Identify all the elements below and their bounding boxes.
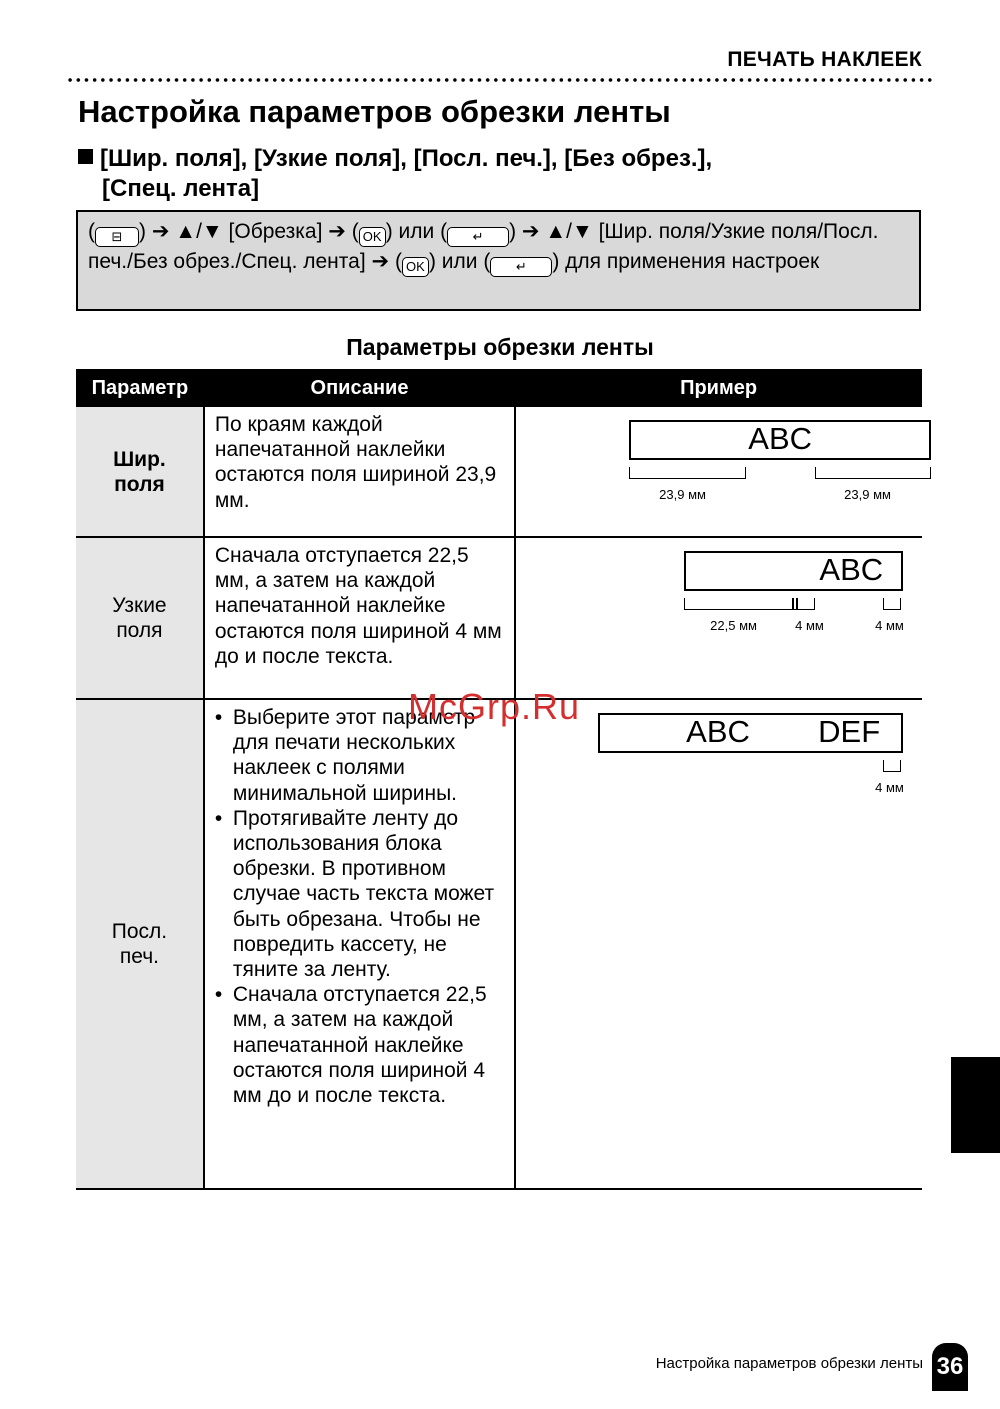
square-bullet-icon [78, 149, 93, 164]
procedure-box: ( ⊟ ) ➔ ▲/▼ [Обрезка] ➔ ( OK ) или ( ↵ ) ➔ ▲/▼ [Шир. поля/Узкие поля/Посл. печ./Без обрез./Спец. лента] ➔ ( OK ) или ( ↵ ) для применения настроек [76, 210, 921, 311]
dimension-label: 4 мм [875, 618, 904, 633]
dimension-bracket [815, 467, 931, 479]
footer-text: Настройка параметров обрезки ленты [655, 1355, 923, 1372]
dimension-bracket [684, 598, 793, 610]
table-row [76, 407, 922, 537]
dimension-bracket [883, 598, 901, 610]
arrow-right-icon: ➔ [371, 250, 390, 273]
watermark: McGrp.Ru [408, 686, 581, 727]
dotted-divider [66, 77, 936, 83]
arrow-right-icon: ➔ [328, 220, 346, 243]
list-item: • Сначала отступается 22,5 мм, а затем на каждой напечатанной наклейке остаются поля шириной 4 мм до и после текста. [233, 982, 506, 1108]
page-number: 36 [932, 1343, 968, 1391]
param-cell: Узкие поля [76, 537, 204, 699]
example-cell [515, 537, 922, 699]
example-cell [515, 407, 922, 537]
dimension-label: 22,5 мм [710, 618, 757, 633]
column-header: Пример [515, 369, 922, 407]
table-header-row [76, 369, 922, 407]
ok-key-icon: OK [359, 227, 386, 247]
table-row [76, 537, 922, 699]
param-cell: Шир. поля [76, 407, 204, 537]
dimension-label: 23,9 мм [659, 487, 706, 502]
list-item: • Протягивайте ленту до использования блока обрезки. В противном случае часть текста может быть обрезана. Чтобы не повредить кассету, не тяните за ленту. [233, 806, 506, 982]
arrow-right-icon: ➔ [521, 220, 540, 243]
description-cell [204, 699, 515, 1189]
table-row [76, 699, 922, 1189]
dimension-label: 23,9 мм [844, 487, 891, 502]
arrow-right-icon: ➔ [151, 220, 170, 243]
dimension-label: 4 мм [875, 780, 904, 795]
page-title: Настройка параметров обрезки ленты [78, 94, 671, 129]
section-header: ПЕЧАТЬ НАКЛЕЕК [727, 48, 922, 71]
tape-illustration: ABC [629, 420, 931, 460]
tape-illustration: ABC DEF [598, 713, 903, 753]
list-item: • Выберите этот параметр для печати нескольких наклеек с полями минимальной ширины. [233, 705, 506, 806]
table-title: Параметры обрезки ленты [346, 334, 654, 360]
dimension-label: 4 мм [795, 618, 824, 633]
tape-illustration: ABC [684, 551, 903, 591]
dimension-bracket [883, 760, 901, 772]
subsection-title: [Шир. поля], [Узкие поля], [Посл. печ.], [Без обрез.], [Спец. лента] [78, 144, 712, 204]
enter-key-icon: ↵ [490, 257, 552, 277]
bullet-list [215, 705, 506, 1108]
example-cell [515, 699, 922, 1189]
column-header: Описание [204, 369, 515, 407]
chapter-tab [951, 1057, 1000, 1153]
dimension-bracket [629, 467, 746, 479]
menu-key-icon: ⊟ [95, 227, 139, 247]
enter-key-icon: ↵ [447, 227, 509, 247]
cut-options-table [76, 369, 922, 1190]
description-cell: Сначала отступается 22,5 мм, а затем на каждой напечатанной наклейке остаются поля шириной 4 мм до и после текста. [204, 537, 515, 699]
ok-key-icon: OK [402, 257, 429, 277]
column-header: Параметр [76, 369, 204, 407]
dimension-bracket [797, 598, 815, 610]
description-cell: По краям каждой напечатанной наклейки остаются поля шириной 23,9 мм. [204, 407, 515, 537]
param-cell: Посл. печ. [76, 699, 204, 1189]
